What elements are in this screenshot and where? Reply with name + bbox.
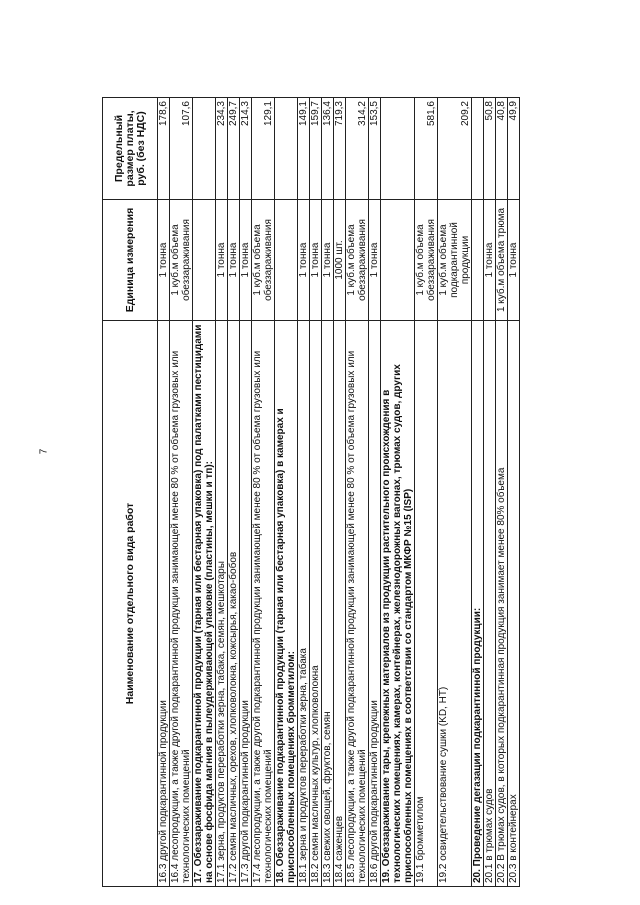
table-row	[216, 98, 228, 887]
name-cell: 19.2 освидетельствование сушки (KD, HT)	[438, 321, 472, 887]
table-row	[484, 98, 496, 887]
table-row	[322, 98, 334, 887]
table-body	[158, 98, 520, 887]
table-row	[228, 98, 240, 887]
unit-cell: 1000 шт.	[334, 200, 346, 321]
unit-cell: 1 тонна	[369, 200, 381, 321]
price-cell: 136,4	[322, 98, 334, 200]
unit-cell: 1 тонна	[216, 200, 228, 321]
name-cell: 17.3 другой подкарантинной продукции	[240, 321, 252, 887]
price-cell: 153,5	[369, 98, 381, 200]
price-cell: 249,7	[228, 98, 240, 200]
price-cell: 314,2	[346, 98, 369, 200]
section-title: 18. Обеззараживание подкарантинной продукции (тарная или бестарная упаковка) в камерах и приспособленных помещениях бромметилом:	[275, 321, 298, 887]
section-title: 17. Обеззараживание подкарантинной продукции (тарная или бестарная упаковка) под палатками пестицидами на основе фосфида магния в пылеудерживающей упаковке (пластины, мешки и тп):	[193, 321, 216, 887]
price-cell: 719,3	[334, 98, 346, 200]
unit-cell: 1 куб.м объема обеззараживания	[415, 200, 438, 321]
section-row	[193, 98, 216, 887]
table-row	[170, 98, 193, 887]
name-cell: 18.6 другой подкарантинной продукции	[369, 321, 381, 887]
table-row	[496, 98, 508, 887]
price-cell: 214,3	[240, 98, 252, 200]
unit-cell: 1 тонна	[298, 200, 310, 321]
table-row	[369, 98, 381, 887]
name-cell: 18.4 саженцев	[334, 321, 346, 887]
name-cell: 17.2 семян масличных, орехов, хлопковолокна, кожсырья, какао-бобов	[228, 321, 240, 887]
price-cell: 209,2	[438, 98, 472, 200]
unit-cell: 1 тонна	[310, 200, 322, 321]
unit-cell: 1 куб.м объема обеззараживания	[346, 200, 369, 321]
name-cell: 18.3 свежих овощей, фруктов, семян	[322, 321, 334, 887]
price-cell: 581,6	[415, 98, 438, 200]
table-row	[508, 98, 520, 887]
price-cell: 149,1	[298, 98, 310, 200]
table-row	[252, 98, 275, 887]
price-cell: 49,9	[508, 98, 520, 200]
name-cell: 20.2 В трюмах судов, в которых подкарантинная продукция занимает менее 80% объема	[496, 321, 508, 887]
unit-cell: 1 тонна	[240, 200, 252, 321]
unit-cell: 1 тонна	[508, 200, 520, 321]
unit-cell: 1 куб.м объема трюма	[496, 200, 508, 321]
table-row	[438, 98, 472, 887]
table-row	[415, 98, 438, 887]
table-row	[158, 98, 170, 887]
name-cell: 17.1 зерна, продуктов переработки зерна, табака, семян, мешкотары	[216, 321, 228, 887]
name-cell: 17.4 лесопродукции, а также другой подкарантинной продукции занимающей менее 80 % от объема грузовых или технологических помещений	[252, 321, 275, 887]
section-unit-cell	[381, 200, 415, 321]
section-unit-cell	[275, 200, 298, 321]
section-row	[381, 98, 415, 887]
table-row	[334, 98, 346, 887]
table-row	[310, 98, 322, 887]
price-cell: 50,8	[484, 98, 496, 200]
section-title: 20. Проведение дегазации подкарантинной продукции:	[472, 321, 484, 887]
price-cell: 107,6	[170, 98, 193, 200]
price-cell: 159,7	[310, 98, 322, 200]
page-number: 7	[38, 448, 50, 455]
section-price-cell	[381, 98, 415, 200]
unit-cell: 1 куб.м объема обеззараживания	[252, 200, 275, 321]
header-price: Предельный размер платы, руб. (без НДС)	[103, 98, 158, 200]
section-price-cell	[472, 98, 484, 200]
section-price-cell	[193, 98, 216, 200]
section-title: 19. Обеззараживание тары, крепежных материалов из продукции растительного происхождения в технологических помещениях, камерах, контейнерах, железнодорожных вагонах, трюмах судов, других приспособленных помещениях в соответствии со стандартом МКФР №15 (ISP)	[381, 321, 415, 887]
name-cell: 18.2 семян масличных культур, хлопковолокна	[310, 321, 322, 887]
unit-cell: 1 куб.м объема обеззараживания	[170, 200, 193, 321]
price-cell: 40,8	[496, 98, 508, 200]
header-name: Наименование отдельного вида работ	[103, 321, 158, 887]
name-cell: 20.1 в трюмах судов	[484, 321, 496, 887]
rotated-page	[102, 98, 599, 887]
section-unit-cell	[472, 200, 484, 321]
header-unit: Единица измерения	[103, 200, 158, 321]
section-row	[275, 98, 298, 887]
unit-cell: 1 тонна	[322, 200, 334, 321]
name-cell: 20.3 в контейнерах	[508, 321, 520, 887]
table-row	[298, 98, 310, 887]
price-cell: 234,3	[216, 98, 228, 200]
unit-cell: 1 куб.м объема подкарантинной продукции	[438, 200, 472, 321]
name-cell: 16.4 лесопродукции, а также другой подкарантинной продукции занимающей менее 80 % от объема грузовых или технологических помещений	[170, 321, 193, 887]
name-cell: 18.5 лесопродукции, а также другой подкарантинной продукции занимающей менее 80 % от объема грузовых или технологических помещений	[346, 321, 369, 887]
name-cell: 19.1 бромметилом	[415, 321, 438, 887]
section-price-cell	[275, 98, 298, 200]
table-header-row	[103, 98, 158, 887]
table-row	[346, 98, 369, 887]
price-cell: 178,6	[158, 98, 170, 200]
name-cell: 18.1 зерна и продуктов переработки зерна, табака	[298, 321, 310, 887]
unit-cell: 1 тонна	[228, 200, 240, 321]
section-unit-cell	[193, 200, 216, 321]
unit-cell: 1 тонна	[158, 200, 170, 321]
name-cell: 16.3 другой подкарантинной продукции	[158, 321, 170, 887]
price-cell: 129,1	[252, 98, 275, 200]
table-row	[240, 98, 252, 887]
tariff-table	[102, 97, 520, 887]
section-row	[472, 98, 484, 887]
unit-cell: 1 тонна	[484, 200, 496, 321]
